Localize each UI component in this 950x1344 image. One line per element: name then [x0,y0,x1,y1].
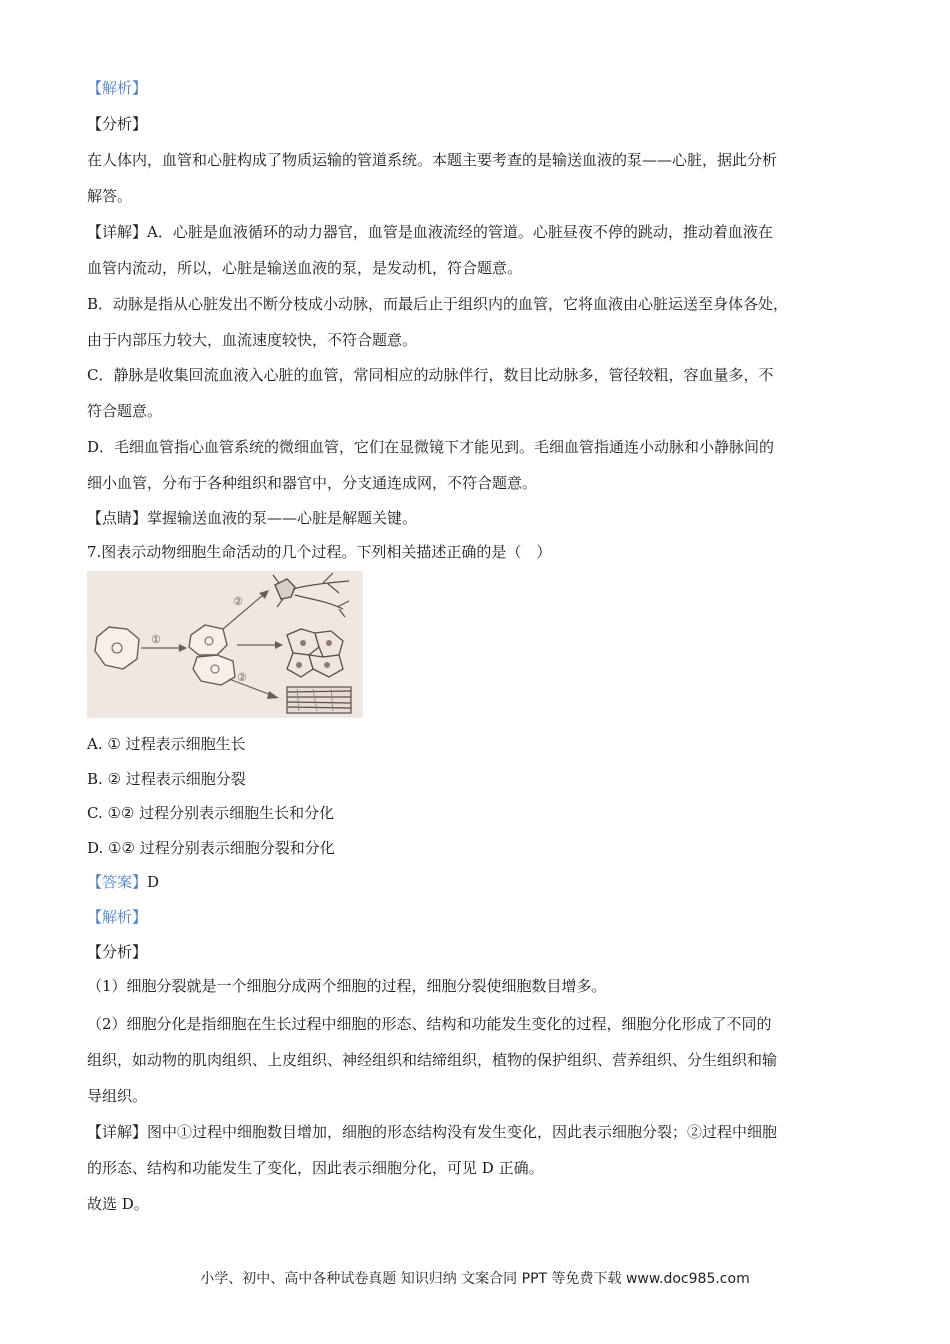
option-d-explanation-1: D．毛细血管指心血管系统的微细血管，它们在显微镜下才能见到。毛细血管指通连小动脉和小静脉间的 [87,438,775,456]
q7-fenxi-p2-3: 导组织。 [87,1087,148,1105]
epithelial-nucleus-1 [300,640,306,646]
option-b-explanation-2: 由于内部压力较大，血流速度较快，不符合题意。 [87,331,418,349]
xiangjie-text-1: A．心脏是血液循环的动力器官，血管是血液流经的管道。心脏昼夜不停的跳动，推动着血液在 [147,223,773,241]
cell-diagram-svg [87,571,363,718]
xiangjie-paragraph [87,222,867,242]
figure-mark-3: ② [237,671,247,684]
q7-analysis-heading: 【解析】 [87,908,148,926]
answer-line [87,872,867,892]
cell-process-figure [87,571,363,718]
q7-fenxi-p2-1: （2）细胞分化是指细胞在生长过程中细胞的形态、结构和功能发生变化的过程，细胞分化形成了不同的 [87,1015,772,1033]
option-b-explanation-1: B．动脉是指从心脏发出不断分枝成小动脉，而最后止于组织内的血管，它将血液由心脏运送至身体各处， [87,295,789,313]
q7-xiangjie-paragraph [87,1122,867,1142]
option-b: B. ② 过程表示细胞分裂 [87,770,246,788]
answer-tag: 【答案】 [87,873,148,891]
dianjing-tag: 【点睛】 [87,509,148,527]
analysis-heading: 【解析】 [87,79,148,97]
option-c-explanation-1: C．静脉是收集回流血液入心脏的血管，常同相应的动脉伴行，数目比动脉多，管径较粗，容血量多，不 [87,366,774,384]
option-d-explanation-2: 细小血管，分布于各种组织和器官中，分支通连成网，不符合题意。 [87,474,538,492]
q7-fenxi-p1: （1）细胞分裂就是一个细胞分成两个细胞的过程，细胞分裂使细胞数目增多。 [87,977,607,995]
xiangjie-tag: 【详解】 [87,223,148,241]
fenxi-heading: 【分析】 [87,115,148,133]
fenxi-text-1: 在人体内，血管和心脏构成了物质运输的管道系统。本题主要考查的是输送血液的泵——心脏，据此分析 [87,151,778,169]
q7-fenxi-heading: 【分析】 [87,943,148,961]
q7-xiangjie-text-2: 的形态、结构和功能发生了变化，因此表示细胞分化，可见 D 正确。 [87,1159,544,1177]
q7-xiangjie-text-1: 图中①过程中细胞数目增加，细胞的形态结构没有发生变化，因此表示细胞分裂；②过程中细胞 [147,1123,778,1141]
option-d: D. ①② 过程分别表示细胞分裂和分化 [87,839,335,857]
dianjing-text: 掌握输送血液的泵——心脏是解题关键。 [147,509,418,527]
figure-mark-2: ② [233,595,243,608]
fenxi-text-2: 解答。 [87,187,133,205]
epithelial-nucleus-2 [326,640,332,646]
option-c: C. ①② 过程分别表示细胞生长和分化 [87,804,335,822]
xiangjie-text-2: 血管内流动，所以，心脏是输送血液的泵，是发动机，符合题意。 [87,259,523,277]
option-c-explanation-2: 符合题意。 [87,402,163,420]
question-7-stem: 7.图表示动物细胞生命活动的几个过程。下列相关描述正确的是（ ） [87,543,552,561]
dianjing-paragraph [87,508,867,528]
q7-guxuan: 故选 D。 [87,1195,149,1213]
q7-fenxi-p2-2: 组织，如动物的肌肉组织、上皮组织、神经组织和结缔组织，植物的保护组织、营养组织、分生组织和输 [87,1051,778,1069]
option-a: A. ① 过程表示细胞生长 [87,735,246,753]
figure-mark-1: ① [151,633,161,646]
q7-xiangjie-tag: 【详解】 [87,1123,148,1141]
epithelial-nucleus-4 [324,662,330,668]
answer-value: D [147,873,160,891]
epithelial-nucleus-3 [296,662,302,668]
page-footer: 小学、初中、高中各种试卷真题 知识归纳 文案合同 PPT 等免费下载 www.doc985.com [200,1271,750,1287]
